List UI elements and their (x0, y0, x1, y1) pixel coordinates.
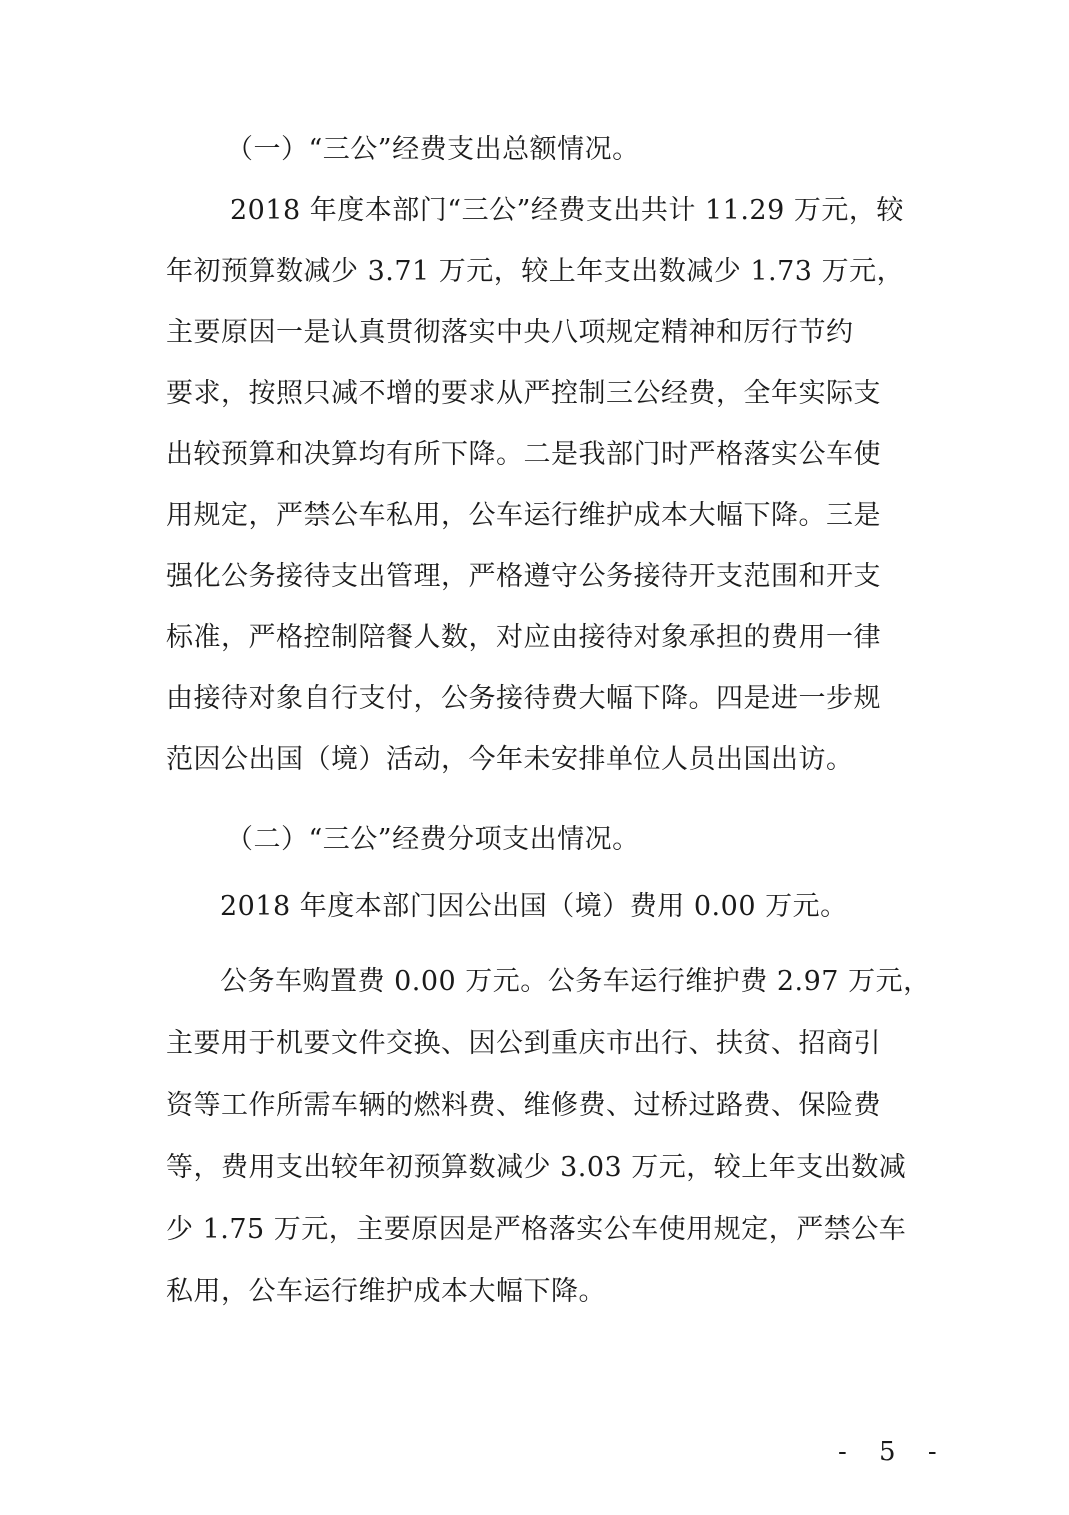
section2-vehicle-line-3: 资等工作所需车辆的燃料费、维修费、过桥过路费、保险费 (166, 1090, 881, 1121)
section1-line-4: 要求，按照只减不增的要求从严控制三公经费，全年实际支 (166, 378, 881, 409)
section1-line-8: 标准，严格控制陪餐人数，对应由接待对象承担的费用一律 (166, 622, 881, 653)
section1-line-2: 年初预算数减少 3.71 万元，较上年支出数减少 1.73 万元， (166, 256, 905, 287)
section1-line-10: 范因公出国（境）活动，今年未安排单位人员出国出访。 (166, 744, 854, 775)
section2-vehicle-line-5: 少 1.75 万元，主要原因是严格落实公车使用规定，严禁公车 (166, 1214, 907, 1245)
section1-line-9: 由接待对象自行支付，公务接待费大幅下降。四是进一步规 (166, 683, 881, 714)
section1-line-6: 用规定，严禁公车私用，公车运行维护成本大幅下降。三是 (166, 500, 881, 531)
section2-vehicle-line-1: 公务车购置费 0.00 万元。公务车运行维护费 2.97 万元， (220, 966, 931, 997)
section1-line-3: 主要原因一是认真贯彻落实中央八项规定精神和厉行节约 (166, 317, 854, 348)
section1-line-7: 强化公务接待支出管理，严格遵守公务接待开支范围和开支 (166, 561, 881, 592)
section1-line-5: 出较预算和决算均有所下降。二是我部门时严格落实公车使 (166, 439, 881, 470)
page-number: - 5 - (838, 1437, 949, 1467)
section1-heading: （一）“三公”经费支出总额情况。 (226, 134, 640, 165)
section2-vehicle-line-4: 等，费用支出较年初预算数减少 3.03 万元，较上年支出数减 (166, 1152, 907, 1183)
section2-abroad-line: 2018 年度本部门因公出国（境）费用 0.00 万元。 (220, 891, 848, 922)
section1-line-1: 2018 年度本部门“三公”经费支出共计 11.29 万元，较 (230, 195, 904, 226)
section2-vehicle-line-6: 私用，公车运行维护成本大幅下降。 (166, 1276, 606, 1307)
section2-vehicle-line-2: 主要用于机要文件交换、因公到重庆市出行、扶贫、招商引 (166, 1028, 881, 1059)
section2-heading: （二）“三公”经费分项支出情况。 (226, 824, 640, 855)
